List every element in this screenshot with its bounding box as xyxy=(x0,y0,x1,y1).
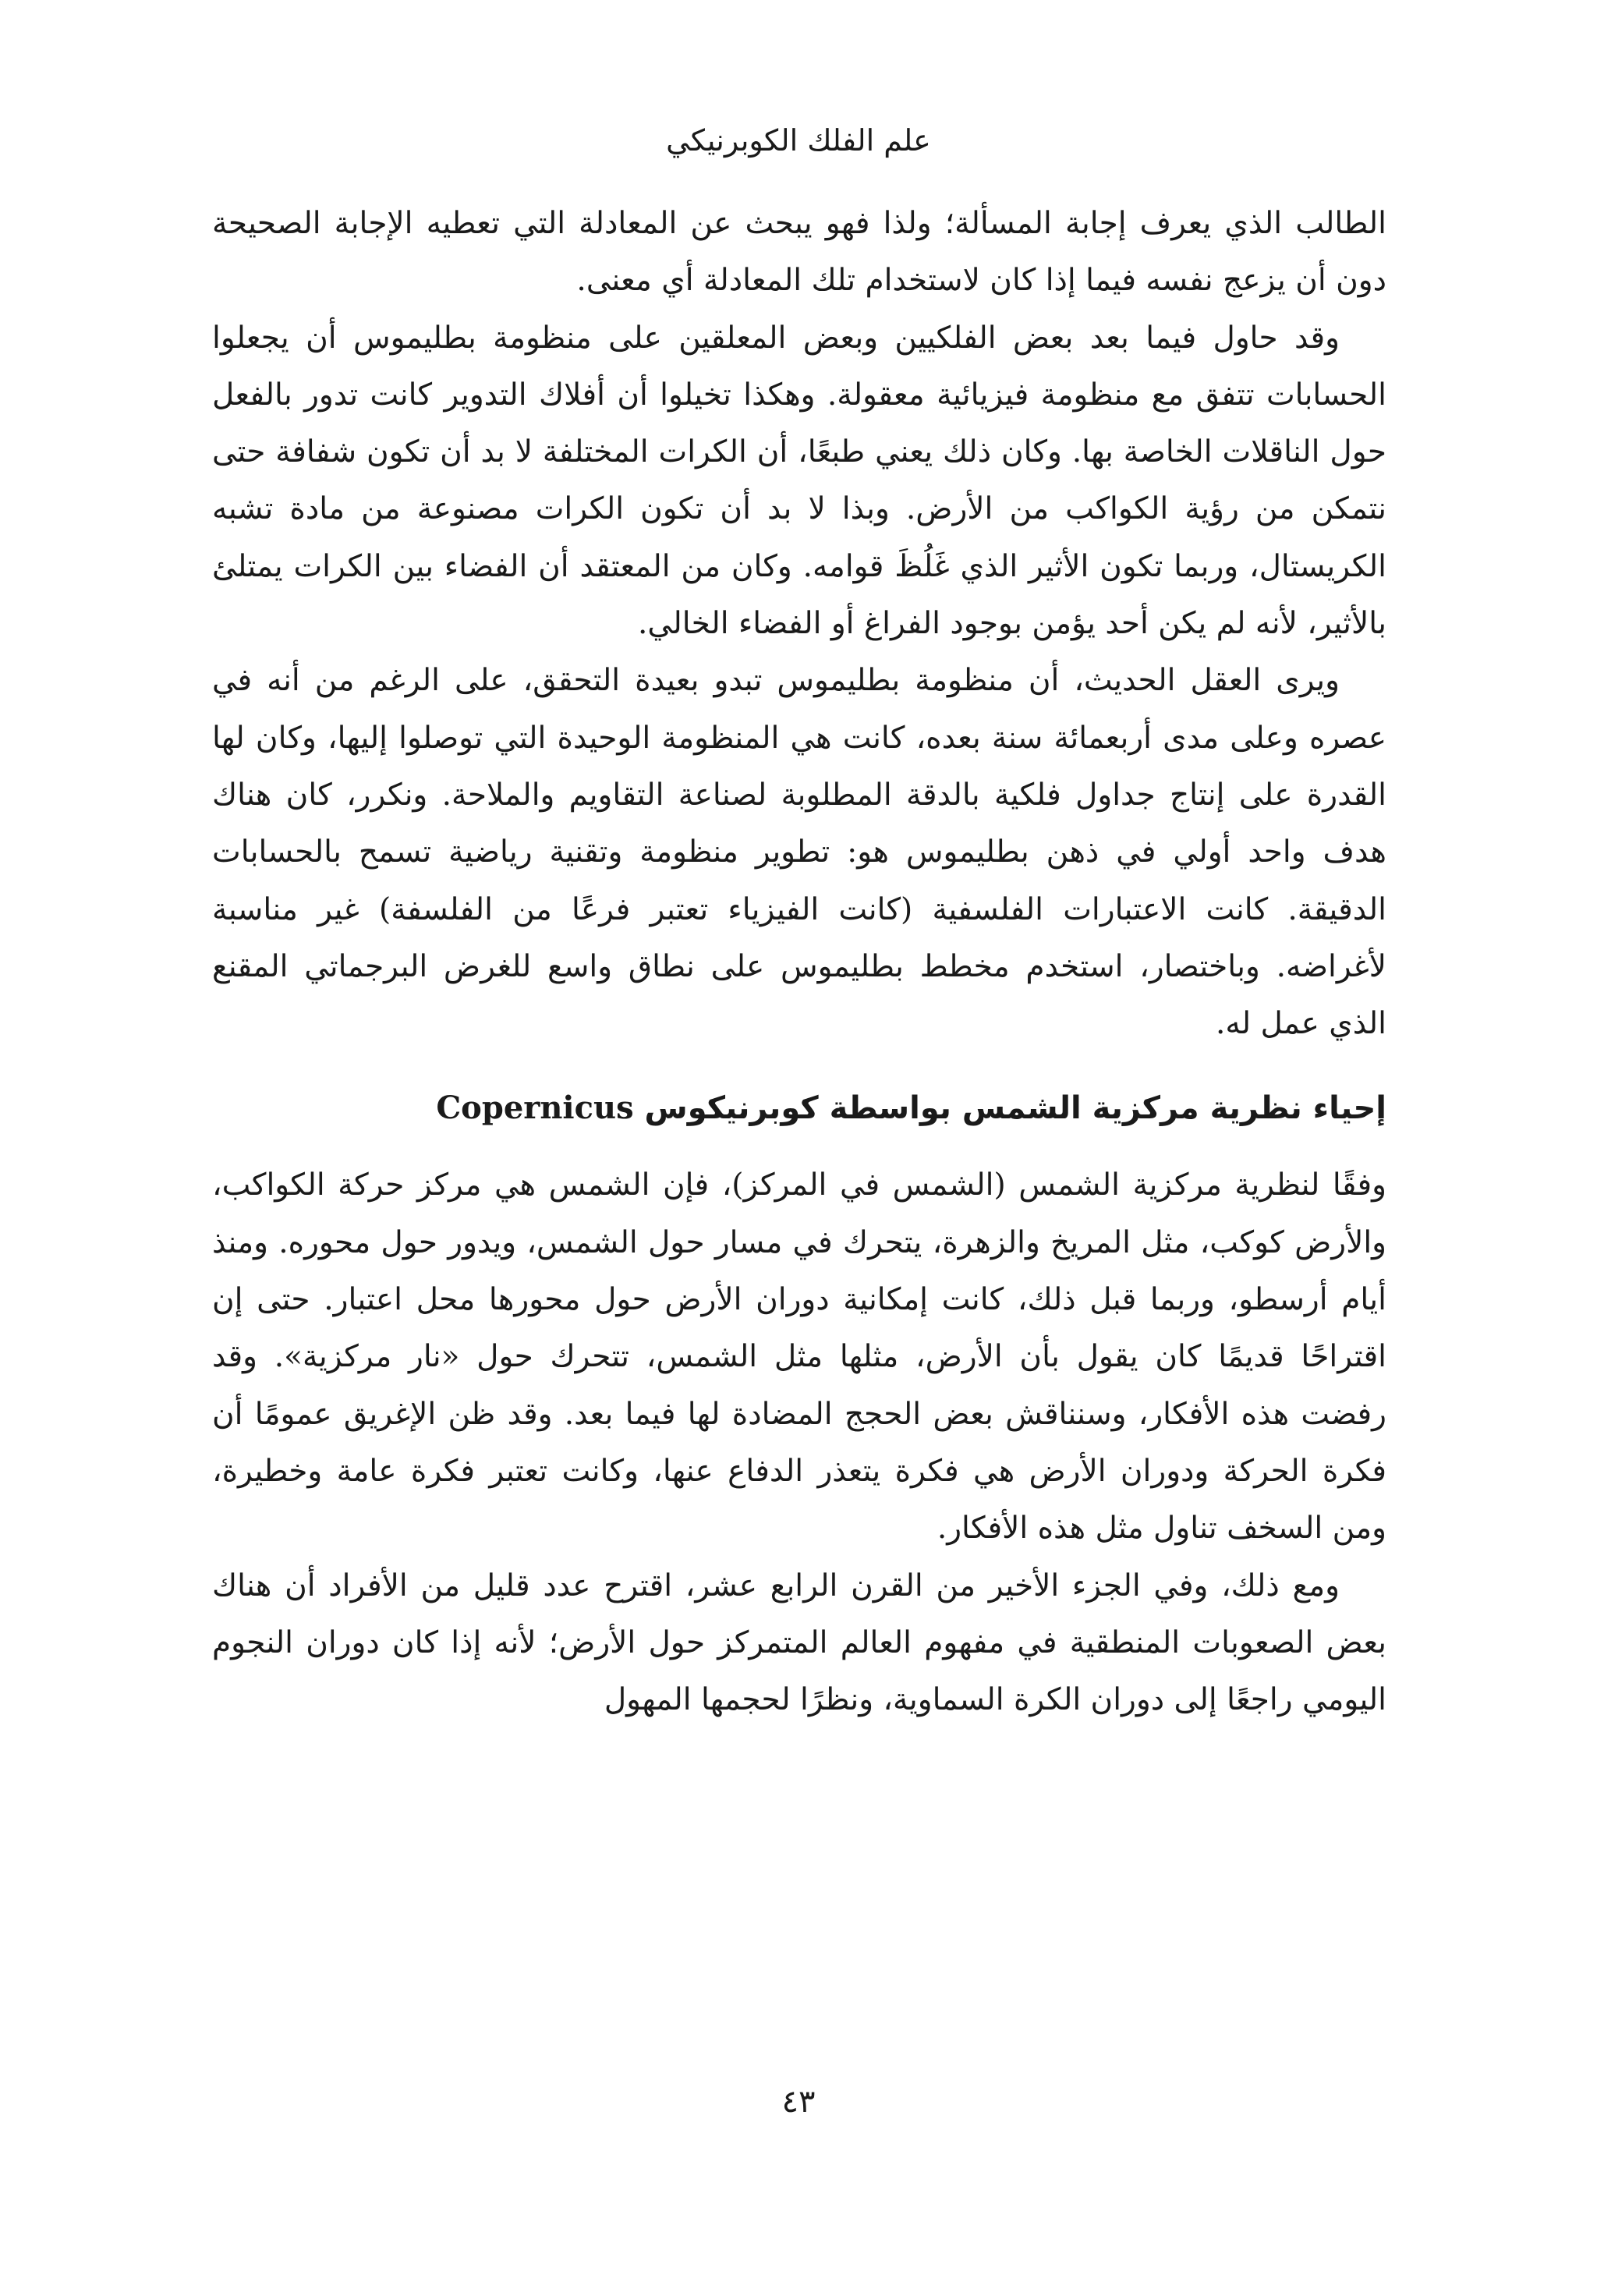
paragraph-continuation: الطالب الذي يعرف إجابة المسألة؛ ولذا فهو يبحث عن المعادلة التي تعطيه الإجابة الصحيحة دون أن يزعج نفسه فيما إذا كان لاستخدام تلك المعادلة أي معنى. xyxy=(212,206,1386,299)
paragraph: وقد حاول فيما بعد بعض الفلكيين وبعض المعلقين على منظومة بطليموس أن يجعلوا الحسابات تتفق مع منظومة فيزيائية معقولة. وهكذا تخيلوا أن أفلاك التدوير كانت تدور بالفعل حول الناقلات الخاصة بها. وكان ذلك يعني طبعًا، أن الكرات المختلفة لا بد أن تكون شفافة حتى نتمكن من رؤية الكواكب من الأرض. وبذا لا بد أن تكون الكرات مصنوعة من مادة تشبه الكريستال، وربما تكون الأثير الذي غَلُظَ قوامه. وكان من المعتقد أن الفضاء بين الكرات يمتلئ بالأثير، لأنه لم يكن أحد يؤمن بوجود الفراغ أو الفضاء الخالي. xyxy=(212,320,1386,642)
running-header: علم الفلك الكوبرنيكي xyxy=(666,123,931,158)
section-heading-latin: Copernicus xyxy=(436,1090,634,1127)
paragraph: ومع ذلك، وفي الجزء الأخير من القرن الرابع عشر، اقترح عدد قليل من الأفراد أن هناك بعض الصعوبات المنطقية في مفهوم العالم المتمركز حول الأرض؛ لأنه إذا كان دوران النجوم اليومي راجعًا إلى دوران الكرة السماوية، ونظرًا لحجمها المهول xyxy=(212,1568,1386,1718)
body-text xyxy=(212,195,1386,1728)
paragraph: وفقًا لنظرية مركزية الشمس (الشمس في المركز)، فإن الشمس هي مركز حركة الكواكب، والأرض كوكب، مثل المريخ والزهرة، يتحرك في مسار حول الشمس، ويدور حول محوره. ومنذ أيام أرسطو، وربما قبل ذلك، كانت إمكانية دوران الأرض حول محورها محل اعتبار. حتى إن اقتراحًا قديمًا كان يقول بأن الأرض، مثلها مثل الشمس، تتحرك حول «نار مركزية». وقد رفضت هذه الأفكار، وسنناقش بعض الحجج المضادة لها فيما بعد. وقد ظن الإغريق عمومًا أن فكرة الحركة ودوران الأرض هي فكرة يتعذر الدفاع عنها، وكانت تعتبر فكرة عامة وخطيرة، ومن السخف تناول مثل هذه الأفكار. xyxy=(212,1167,1386,1547)
section-heading-arabic: إحياء نظرية مركزية الشمس بواسطة كوبرنيكوس xyxy=(644,1090,1386,1127)
section-heading xyxy=(212,1085,1386,1132)
paragraph: ويرى العقل الحديث، أن منظومة بطليموس تبدو بعيدة التحقق، على الرغم من أنه في عصره وعلى مدى أربعمائة سنة بعده، كانت هي المنظومة الوحيدة التي توصلوا إليها، وكان لها القدرة على إنتاج جداول فلكية بالدقة المطلوبة لصناعة التقاويم والملاحة. ونكرر، كان هناك هدف واحد أولي في ذهن بطليموس هو: تطوير منظومة وتقنية رياضية تسمح بالحسابات الدقيقة. كانت الاعتبارات الفلسفية (كانت الفيزياء تعتبر فرعًا من الفلسفة) غير مناسبة لأغراضه. وباختصار، استخدم مخطط بطليموس على نطاق واسع للغرض البرجماتي المقنع الذي عمل له. xyxy=(212,663,1386,1042)
page-number: ٤٣ xyxy=(781,2084,816,2120)
